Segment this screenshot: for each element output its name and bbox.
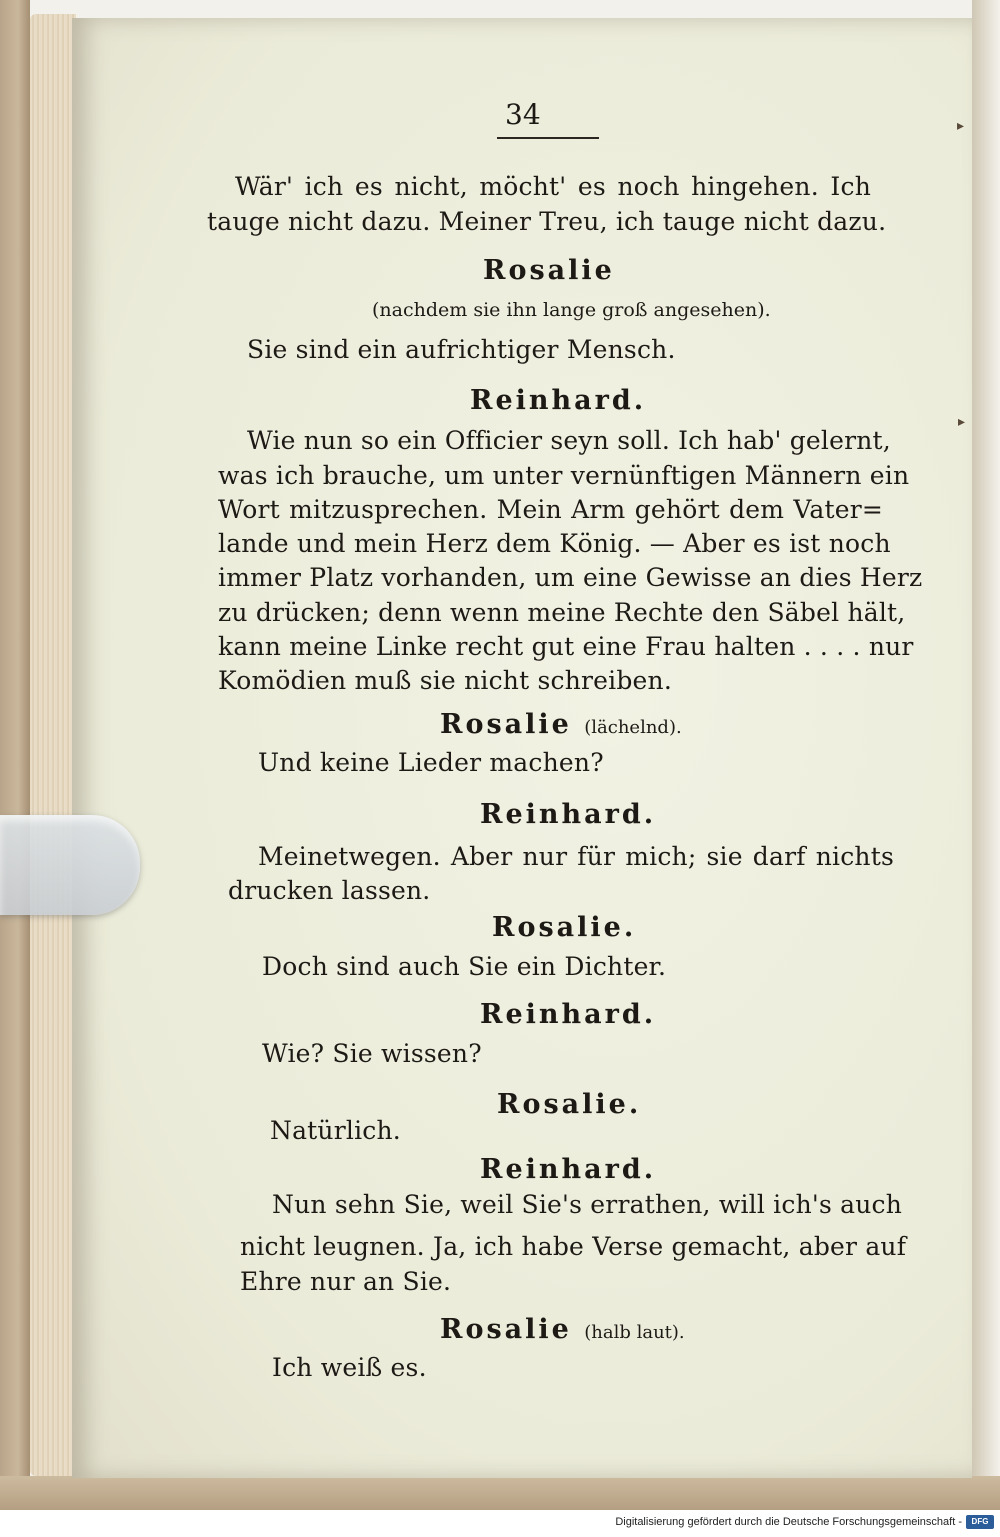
speaker-name: Rosalie.	[492, 912, 637, 943]
text-line: Natürlich.	[270, 1116, 401, 1145]
text-line: zu drücken; denn wenn meine Rechte den Säbel hält,	[218, 598, 906, 627]
text-line: Wär' ich es nicht, möcht' es noch hingehen. Ich	[235, 172, 871, 201]
speaker-name: Rosalie	[483, 255, 615, 286]
speaker-name: Reinhard.	[470, 385, 647, 416]
text-line: Ich weiß es.	[272, 1353, 427, 1382]
text-line: nicht leugnen. Ja, ich habe Verse gemacht, aber auf	[240, 1232, 907, 1261]
margin-mark: ▸	[957, 118, 965, 134]
stage-direction: (nachdem sie ihn lange groß angesehen).	[372, 299, 771, 321]
text-line: Sie sind ein aufrichtiger Mensch.	[247, 335, 676, 364]
text-line: Ehre nur an Sie.	[240, 1267, 452, 1296]
text-line: Meinetwegen. Aber nur für mich; sie darf nichts	[258, 842, 894, 871]
speaker-name: Reinhard.	[480, 799, 657, 830]
text-line: Und keine Lieder machen?	[258, 748, 604, 777]
text-line: drucken lassen.	[228, 876, 431, 905]
speaker-name: Rosalie.	[497, 1089, 642, 1120]
speaker-name: Reinhard.	[480, 1154, 657, 1185]
speaker-label: Rosalie	[440, 1314, 572, 1345]
text-line: was ich brauche, um unter vernünftigen Männern ein	[218, 461, 910, 490]
dfg-logo: DFG	[966, 1515, 994, 1529]
text-line: Doch sind auch Sie ein Dichter.	[262, 952, 667, 981]
text-line: Nun sehn Sie, weil Sie's errathen, will ich's auch	[272, 1190, 903, 1219]
text-line: kann meine Linke recht gut eine Frau halten . . . . nur	[218, 632, 914, 661]
speaker-name: Reinhard.	[480, 999, 657, 1030]
text-line: tauge nicht dazu. Meiner Treu, ich tauge nicht dazu.	[207, 207, 887, 236]
text-line: Wie? Sie wissen?	[262, 1039, 482, 1068]
speaker-name	[440, 1313, 685, 1350]
stage-direction: (halb laut).	[584, 1322, 685, 1343]
footer-bar	[0, 1510, 1000, 1537]
header-rule	[497, 137, 599, 139]
stage-direction: (lächelnd).	[584, 717, 682, 738]
text-line: immer Platz vorhanden, um eine Gewisse an dies Herz	[218, 563, 923, 592]
margin-mark: ▸	[958, 414, 966, 430]
speaker-label: Rosalie	[440, 709, 572, 740]
text-line: Wort mitzusprechen. Mein Arm gehört dem Vater=	[218, 495, 883, 524]
footer-credit: Digitalisierung gefördert durch die Deutsche Forschungsgemeinschaft -	[615, 1516, 962, 1528]
text-line: Wie nun so ein Officier seyn soll. Ich hab' gelernt,	[247, 426, 891, 455]
text-line: Komödien muß sie nicht schreiben.	[218, 666, 672, 695]
speaker-name	[440, 708, 682, 745]
text-line: lande und mein Herz dem König. — Aber es ist noch	[218, 529, 891, 558]
page-number: 34	[505, 98, 541, 131]
